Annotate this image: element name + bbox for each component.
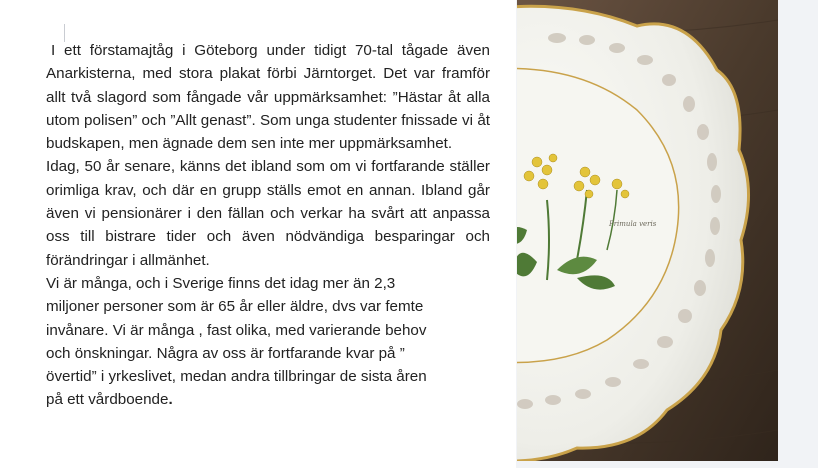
paragraph-3-line-3: invånare. Vi är många , fast olika, med varierande behov (46, 321, 427, 339)
paragraph-3-line-4: och önskningar. Några av oss är fortfarande kvar på ” (46, 344, 405, 362)
plate-illustration (517, 0, 778, 461)
paragraph-3-line-1: Vi är många, och i Sverige finns det idag mer än 2,3 (46, 274, 396, 292)
paragraph-2: Idag, 50 år senare, känns det ibland som om vi fortfarande ställer orimliga krav, och där en grupp ställs emot en annan. Ibland går även vi pensionärer i den fällan och verkar ha svårt att anpassa oss till bistrare tider och även nödvändiga besparingar och förändringar i allmänhet. (46, 158, 490, 269)
paragraph-1: I ett förstamajtåg i Göteborg under tidigt 70-tal tågade även Anarkisterna, med stora plakat förbi Järntorget. Det var framför allt två slagord som fångade vår uppmärksamhet: ”Hästar åt alla utom polisen” och ”Allt genast”. Som unga studenter fnissade vi åt budskapen, men ägnade dem sen inte mer uppmärksamhet. (46, 42, 490, 153)
article-text (46, 39, 490, 412)
plate-photo (517, 0, 778, 461)
paragraph-3-line-5: övertid” i yrkeslivet, medan andra tillbringar de sista åren (46, 368, 427, 386)
paragraph-3-line-2: miljoner personer som är 65 år eller äldre, dvs var femte (46, 298, 424, 316)
plate-inscription: Primula veris (609, 220, 657, 228)
paragraph-3 (46, 272, 490, 412)
final-period: . (168, 391, 173, 409)
paragraph-3-line-6: på ett vårdboende (46, 391, 169, 409)
